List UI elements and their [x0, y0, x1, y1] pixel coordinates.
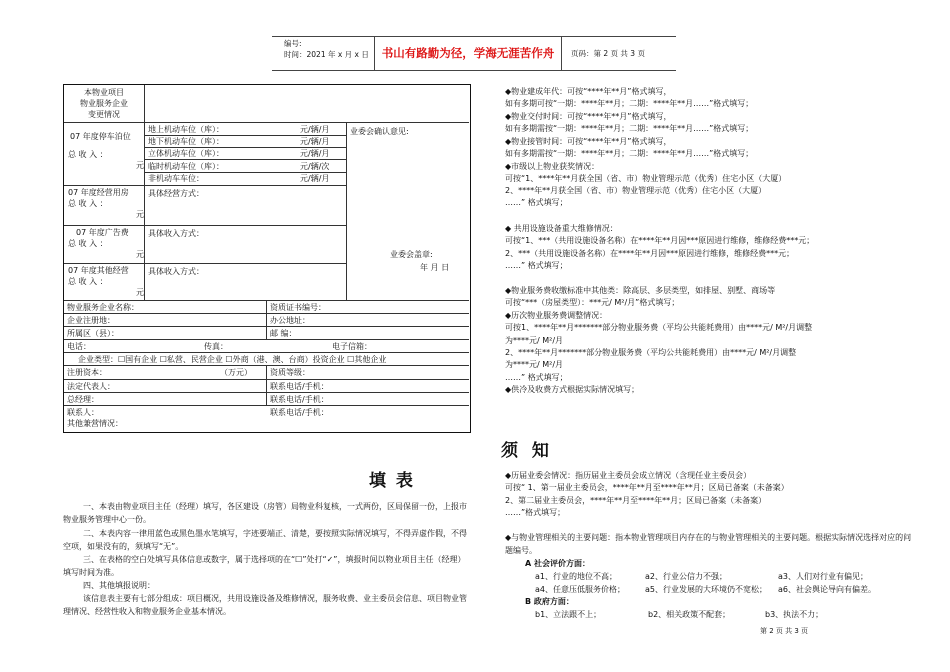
reg-capital-field[interactable]: 注册资本： [67, 368, 107, 377]
number-label: 编号: [284, 39, 302, 48]
b2: b2、相关政策不配套； [648, 610, 731, 619]
fill-title: 填 表 [369, 471, 415, 491]
manager-field[interactable]: 总经理： [67, 395, 99, 404]
parking-item-unit: 元/辆/月 [300, 174, 330, 183]
parking-item-unit: 元/辆/月 [300, 137, 330, 146]
company-type-options[interactable]: 企业类型：☐国有企业 ☐私营、民营企业 ☐外商（港、澳、台商）投资企业 ☐其他企业 [78, 355, 387, 364]
header-slogan: 书山有路勤为径，学海无涯苦作舟 [375, 37, 562, 70]
footer-page: 第 2 页 共 3 页 [760, 627, 809, 635]
contact-field[interactable]: 联系人： [67, 408, 99, 417]
other-concurrent-field[interactable]: 其他兼营情况： [67, 419, 123, 428]
page-header [272, 36, 676, 71]
op-income-label: 07 年度经营用房 总 收 入 ： 元 [68, 188, 144, 219]
b1: b1、立法跟不上； [535, 610, 602, 619]
qualification-field[interactable]: 资质等级： [270, 368, 310, 377]
a6: a6、社会舆论导向有偏差。 [778, 585, 876, 594]
legal-rep-field[interactable]: 法定代表人： [67, 382, 115, 391]
parking-item-unit: 元/辆/月 [300, 149, 330, 158]
b3: b3、执法不力； [765, 610, 824, 619]
instruction-4: 四、其他填报说明： [83, 581, 155, 590]
cert-no-field[interactable]: 资质证书编号： [270, 303, 326, 312]
contact-tel-field[interactable]: 联系电话/手机： [270, 408, 329, 417]
committee-opinion: 业委会确认意见: [350, 127, 409, 136]
parking-item-name: 地下机动车位（库）： [148, 137, 224, 146]
ad-income-label: 07 年度广告费 总 收 入 ： 元 [68, 228, 144, 259]
a3: a3、人们对行业有偏见； [778, 572, 868, 581]
company-name-field[interactable]: 物业服务企业名称： [67, 303, 139, 312]
parking-item-name: 地上机动车位（库）： [148, 125, 224, 134]
info-form-table [63, 84, 471, 433]
parking-item-name: 非机动车车位： [148, 174, 204, 183]
header-page: 页码：第 2 页 共 3 页 [571, 49, 645, 58]
ad-method: 具体收入方式： [148, 229, 204, 238]
instruction-2: 二、本表内容一律用蓝色或黑色墨水笔填写，字迹要端正、清楚，要按照实际情况填写，不得弄虚作假，不得空项，如果没有的，须填写“无”。 [63, 529, 467, 551]
reg-address-field[interactable]: 企业注册地： [67, 316, 115, 325]
committee-date: 年 月 日 [420, 263, 450, 272]
manager-tel-field[interactable]: 联系电话/手机： [270, 395, 329, 404]
reg-capital-unit: （万元） [220, 368, 252, 377]
a5: a5、行业发展的大环境仍不宽松； [645, 585, 767, 594]
project-change-label: 本物业项目 物业服务企业 变更情况 [80, 88, 128, 119]
postcode-field[interactable]: 邮 编： [270, 329, 297, 338]
parking-item-unit: 元/辆/次 [300, 162, 330, 171]
header-meta [272, 37, 375, 70]
fax-field[interactable]: 传真： [204, 342, 228, 351]
instruction-5: 该信息表主要有七部分组成：项目概况，共用设施设备及维修情况，服务收费、业主委员会信息、项目物业管理情况、经营性收入和物业服务企业基本情况。 [63, 594, 467, 616]
parking-item-name: 临时机动车位（库）： [148, 162, 224, 171]
parking-item-unit: 元/辆/月 [300, 125, 330, 134]
email-field[interactable]: 电子信箱： [332, 342, 372, 351]
a-title: A 社会评价方面： [525, 559, 590, 568]
op-method: 具体经营方式： [148, 189, 204, 198]
other-method: 具体收入方式： [148, 267, 204, 276]
parking-item-name: 立体机动车位（库）： [148, 149, 224, 158]
a4: a4、任意压低服务价格； [535, 585, 625, 594]
a2: a2、行业公信力不强； [645, 572, 727, 581]
instruction-3: 三、在表格的空白处填写具体信息或数字，属于选择项的在“☐”处打“✓”，填报时间以物业项目主任（经理）填写时间为准。 [63, 555, 466, 577]
time-label: 时间：2021 年 x 月 x 日 [284, 50, 369, 59]
district-field[interactable]: 所属区（县）： [67, 329, 119, 338]
b-title: B 政府方面： [525, 597, 574, 606]
a1: a1、行业的地位不高； [535, 572, 617, 581]
problems-intro: ◆与物业管理相关的主要问题：指本物业管理项目内存在的与物业管理相关的主要问题。根据实际情况选择对应的问题编号。 [505, 533, 912, 555]
other-income-label: 07 年度其他经营 总 收 入 ： 元 [68, 266, 144, 297]
office-address-field[interactable]: 办公地址： [270, 316, 310, 325]
phone-field[interactable]: 电话： [67, 342, 91, 351]
instruction-1: 一、本表由物业项目主任（经理）填写，各区建设（房管）局物业科复核，一式两份，区局保留一份，上报市物业服务管理中心一份。 [63, 502, 467, 524]
legal-rep-tel-field[interactable]: 联系电话/手机： [270, 382, 329, 391]
parking-income-label: 07 年度停车泊位 总 收 入 ： 元 [68, 132, 144, 170]
notice-title: 须 知 [501, 441, 553, 461]
committee-seal: 业委会盖章: [390, 250, 433, 259]
